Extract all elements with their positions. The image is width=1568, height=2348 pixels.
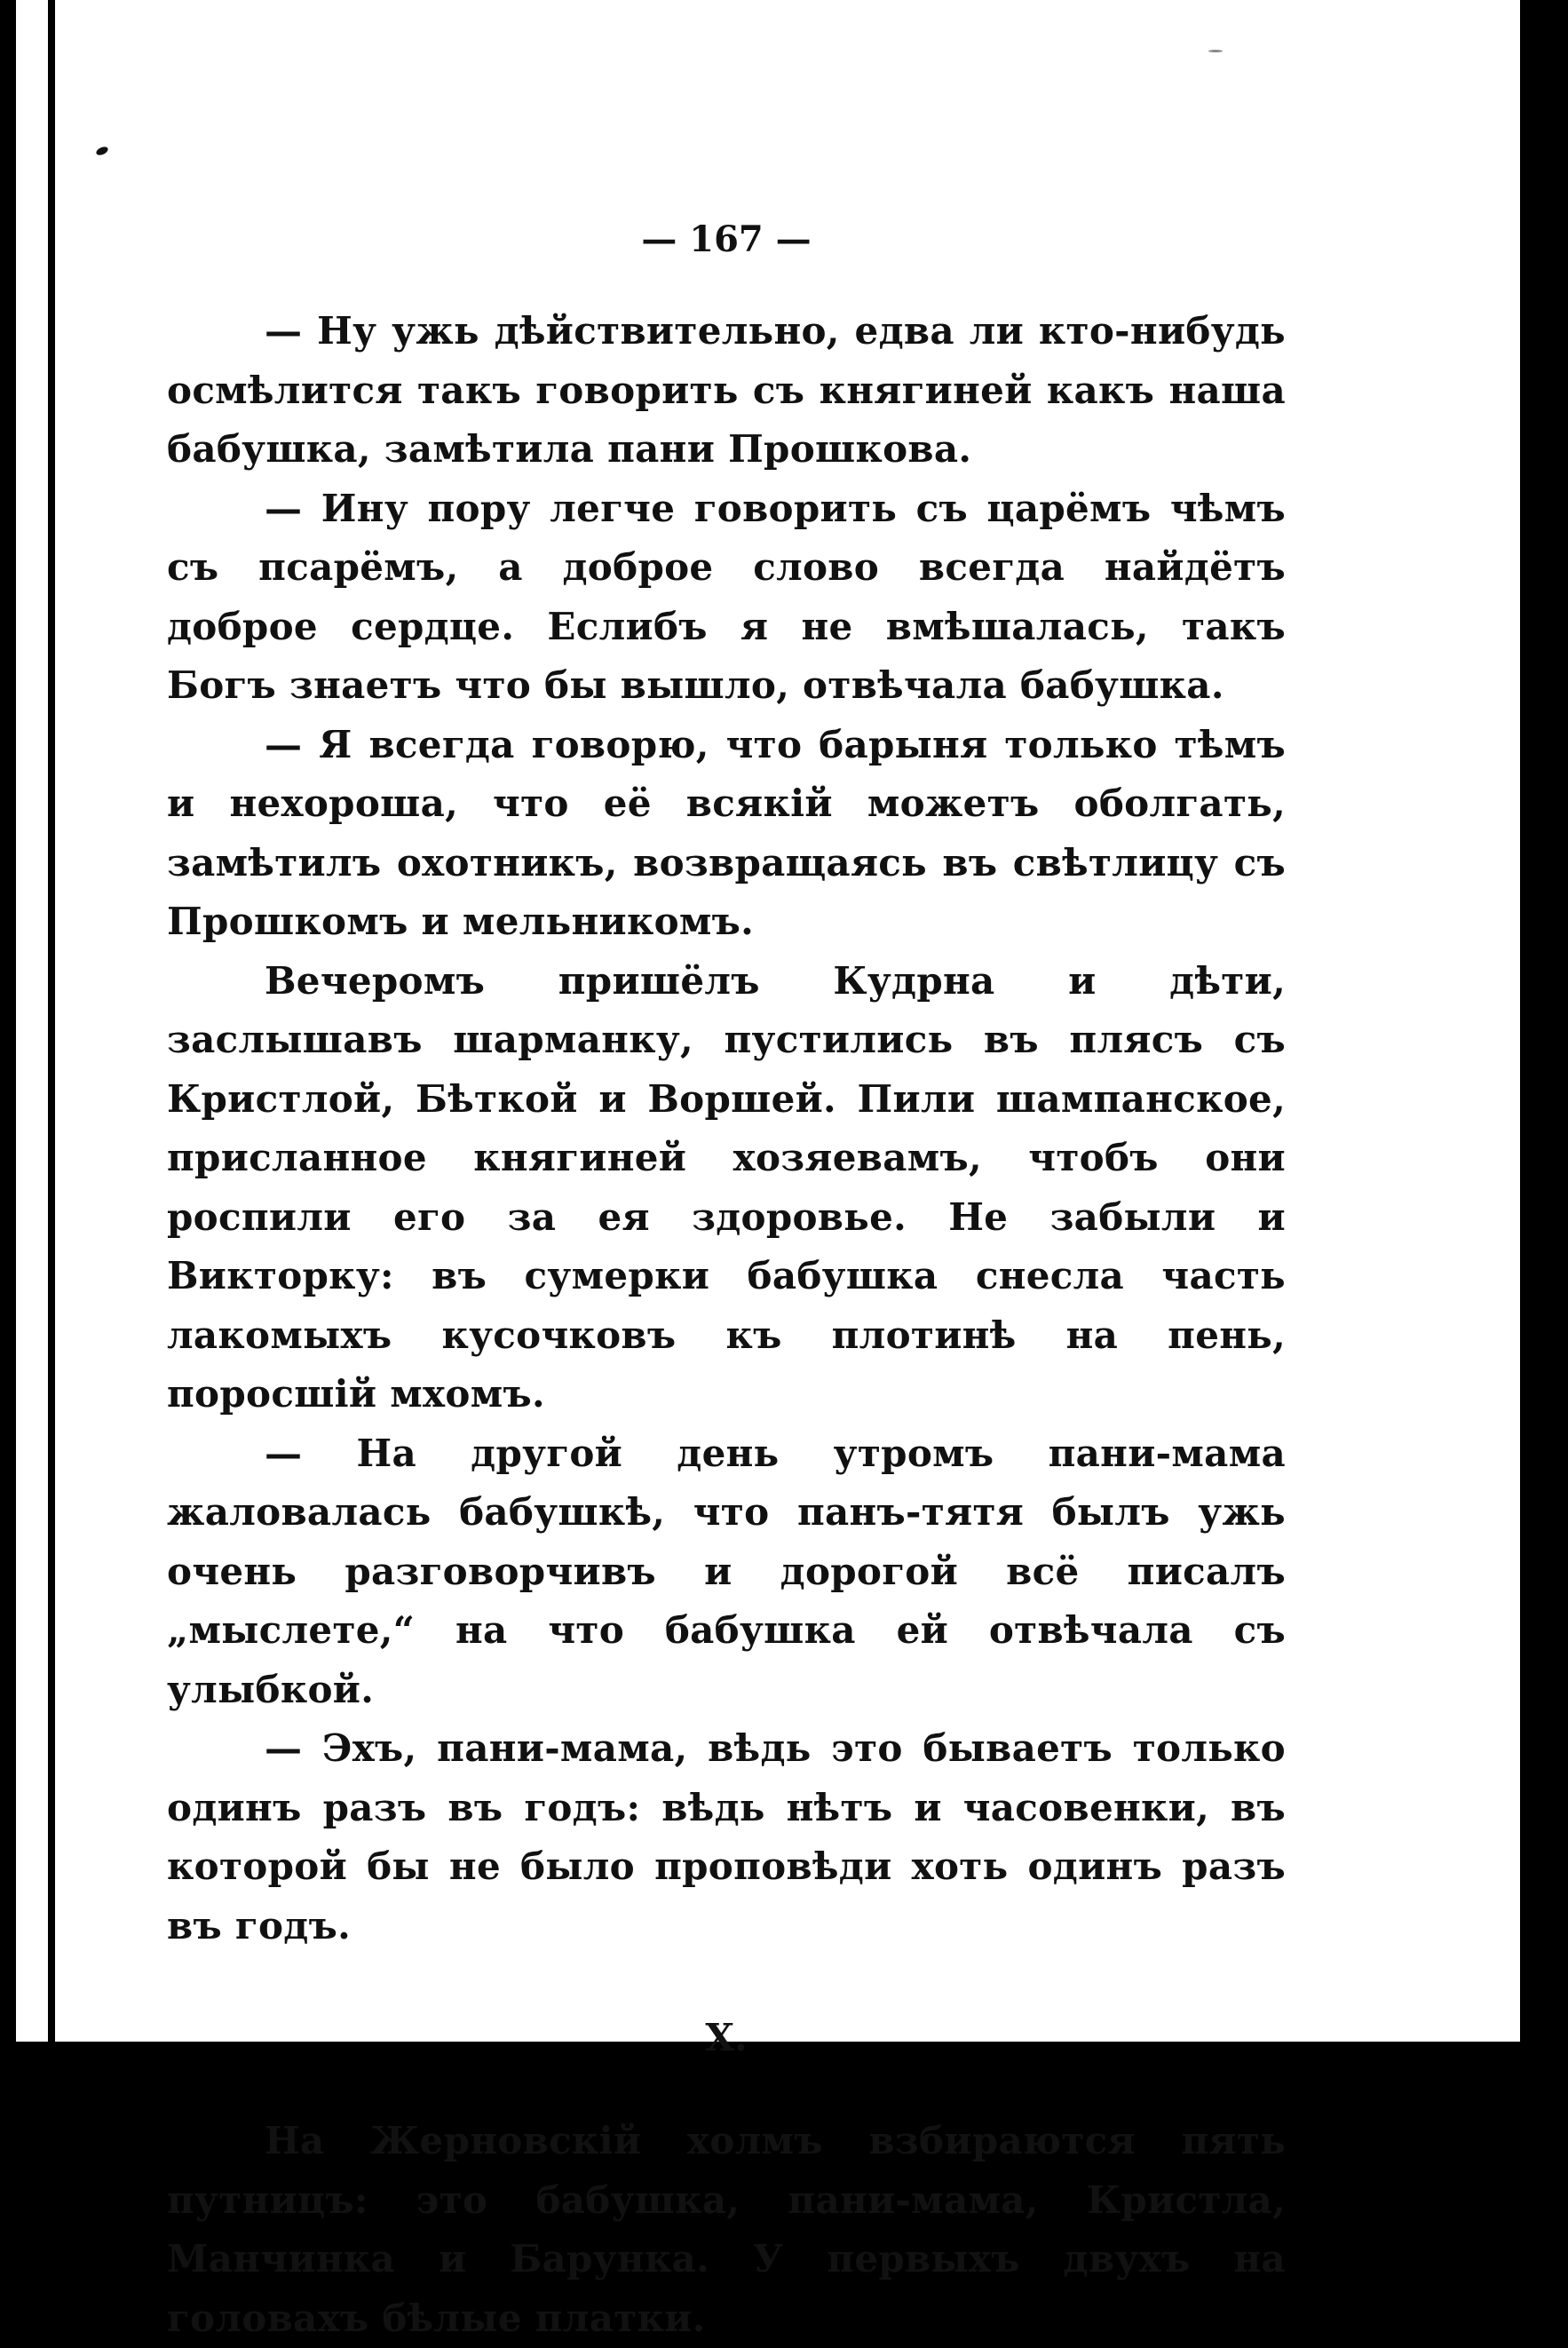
paragraph: Вечеромъ пришёлъ Кудрна и дѣти, заслышавъ шарманку, пустились въ плясъ съ Кристлой, Бѣткой и Воршей. Пили шампанское, присланное княгиней хозяевамъ, чтобъ они роспили его за ея здоровье. Не забыли и Викторку: въ сумерки бабушка снесла часть лакомыхъ кусочковъ къ плотинѣ на пень, поросшій мхомъ. xyxy=(167,958,1286,1416)
section-heading: X. xyxy=(705,2016,748,2059)
page-number: — 167 — xyxy=(641,218,812,260)
ink-speck xyxy=(1208,50,1223,52)
paragraph: На Жерновскій холмъ взбираются пять путницъ: это бабушка, пани-мама, Кристла, Манчинка и Барунка. У первыхъ двухъ на головахъ бѣлые платки. xyxy=(167,2119,1286,2340)
paragraph: — Ину пору легче говорить съ царёмъ чѣмъ съ псарёмъ, а доброе слово всегда найдётъ доброе сердце. Еслибъ я не вмѣшалась, такъ Богъ знаетъ что бы вышло, отвѣчала бабушка. xyxy=(167,486,1286,707)
paragraph: — Эхъ, пани-мама, вѣдь это бываетъ только одинъ разъ въ годъ: вѣдь нѣтъ и часовенки, въ которой бы не было проповѣди хоть одинъ разъ въ годъ. xyxy=(167,1726,1286,1947)
paragraph: — Я всегда говорю, что барыня только тѣмъ и нехороша, что её всякій можетъ оболгать, замѣтилъ охотникъ, возвращаясь въ свѣтлицу съ Прошкомъ и мельникомъ. xyxy=(167,722,1286,943)
ink-speck xyxy=(95,145,109,156)
paragraph: — Ну ужь дѣйствительно, едва ли кто-нибудь осмѣлится такъ говорить съ княгиней какъ наша бабушка, замѣтила пани Прошкова. xyxy=(167,309,1286,471)
paragraph: — На другой день утромъ пани-мама жаловалась бабушкѣ, что панъ-тятя былъ ужь очень разговорчивъ и дорогой всё писалъ „мыслете,“ на что бабушка ей отвѣчала съ улыбкой. xyxy=(167,1431,1286,1711)
page-text-block xyxy=(167,213,1286,2348)
facing-page-edge xyxy=(16,0,48,2042)
